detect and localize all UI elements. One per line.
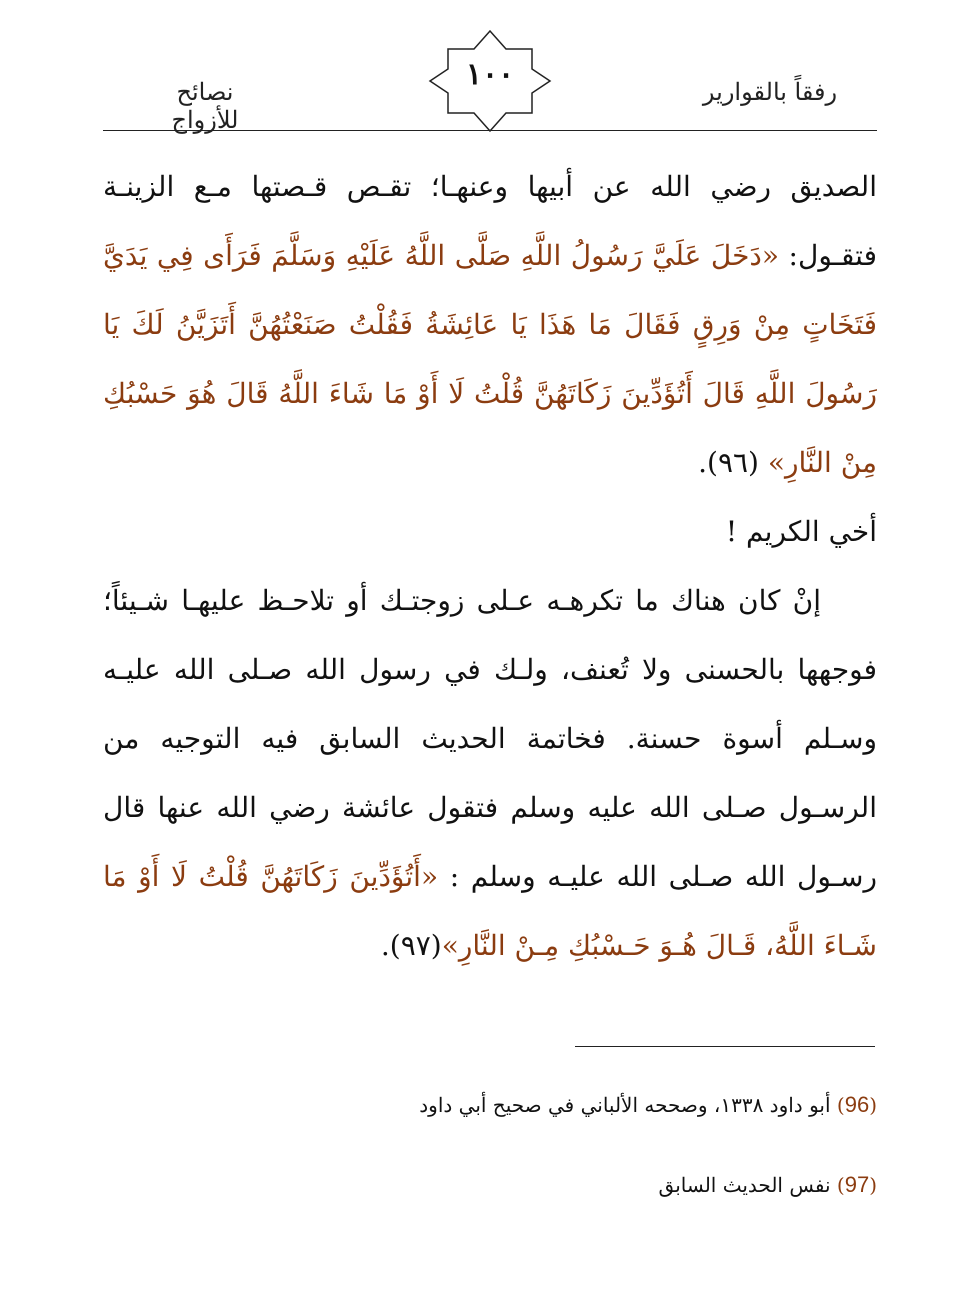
- reference-96: (٩٦).: [698, 446, 768, 479]
- advice-text: إنْ كان هناك ما تكرهـه عـلى زوجتـك أو تلاحـظ عليهـا شـيئاً؛ فوجهها بالحسنى ولا تُعنف، ولـك في رسول الله صـلى الله عليـه وسـلم أسوة حسنة. فخاتمة الحديث السابق فيه التوجيه من الرسـول صـلى الله عليه وسلم فتقول عائشة رضي الله عنها قال رسـول الله صـلى الله عليـه وسلم :: [103, 584, 878, 893]
- footnote-paren: (: [869, 1173, 877, 1197]
- page-number-badge: [424, 27, 556, 135]
- hadith-quote: «دَخَلَ عَلَيَّ رَسُولُ اللَّهِ صَلَّى اللَّهُ عَلَيْهِ وَسَلَّمَ فَرَأَى فِي يَدَيَّ فَتَخَاتٍ مِنْ وَرِقٍ فَقَالَ مَا هَذَا يَا عَائِشَةُ فَقُلْتُ صَنَعْتُهُنَّ أَتَزَيَّنُ لَكَ يَا رَسُولَ اللَّهِ قَالَ أَتُؤَدِّينَ زَكَاتَهُنَّ قُلْتُ لَا أَوْ مَا شَاءَ اللَّهُ قَالَ هُوَ حَسْبُكِ مِنْ النَّارِ»: [103, 239, 877, 479]
- footnote: [103, 1170, 877, 1200]
- page-number: ١٠٠: [465, 57, 515, 92]
- footnotes: [103, 1090, 877, 1250]
- footnote-number: 97: [844, 1172, 870, 1197]
- paragraph-address: أخي الكريم !: [725, 515, 877, 548]
- footnote-number: 96: [844, 1092, 870, 1117]
- book-title: رفقاً بالقوارير: [702, 78, 838, 106]
- paragraph-advice: [103, 566, 877, 980]
- footnote-paren: ): [836, 1093, 845, 1117]
- page-header: [0, 0, 980, 135]
- paragraph-intro: الصديق رضي الله عن أبيها وعنهـا؛ تقـص قـصتها مـع الزينـة فتقـول:: [103, 170, 877, 272]
- footnote-text: نفس الحديث السابق: [658, 1173, 831, 1197]
- reference-97: (٩٧).: [380, 929, 442, 962]
- book-subtitle: نصائح للأزواج: [171, 78, 239, 134]
- header-divider: [103, 130, 877, 131]
- footnote-paren: (: [869, 1093, 877, 1117]
- footnote-divider: [575, 1046, 875, 1047]
- hadith-quote-2: «أَتُؤَدِّينَ زَكَاتَهُنَّ قُلْتُ لَا أَوْ مَا شَـاءَ اللَّهُ، قَـالَ هُـوَ حَـسْبُكِ مِـنْ النَّارِ»: [103, 860, 877, 962]
- footnote-paren: ): [836, 1173, 845, 1197]
- footnote-text: أبو داود ١٣٣٨، وصححه الألباني في صحيح أبي داود: [419, 1093, 831, 1117]
- footnote: [103, 1090, 877, 1120]
- paragraph-hadith: [103, 152, 877, 497]
- main-text: [103, 152, 877, 980]
